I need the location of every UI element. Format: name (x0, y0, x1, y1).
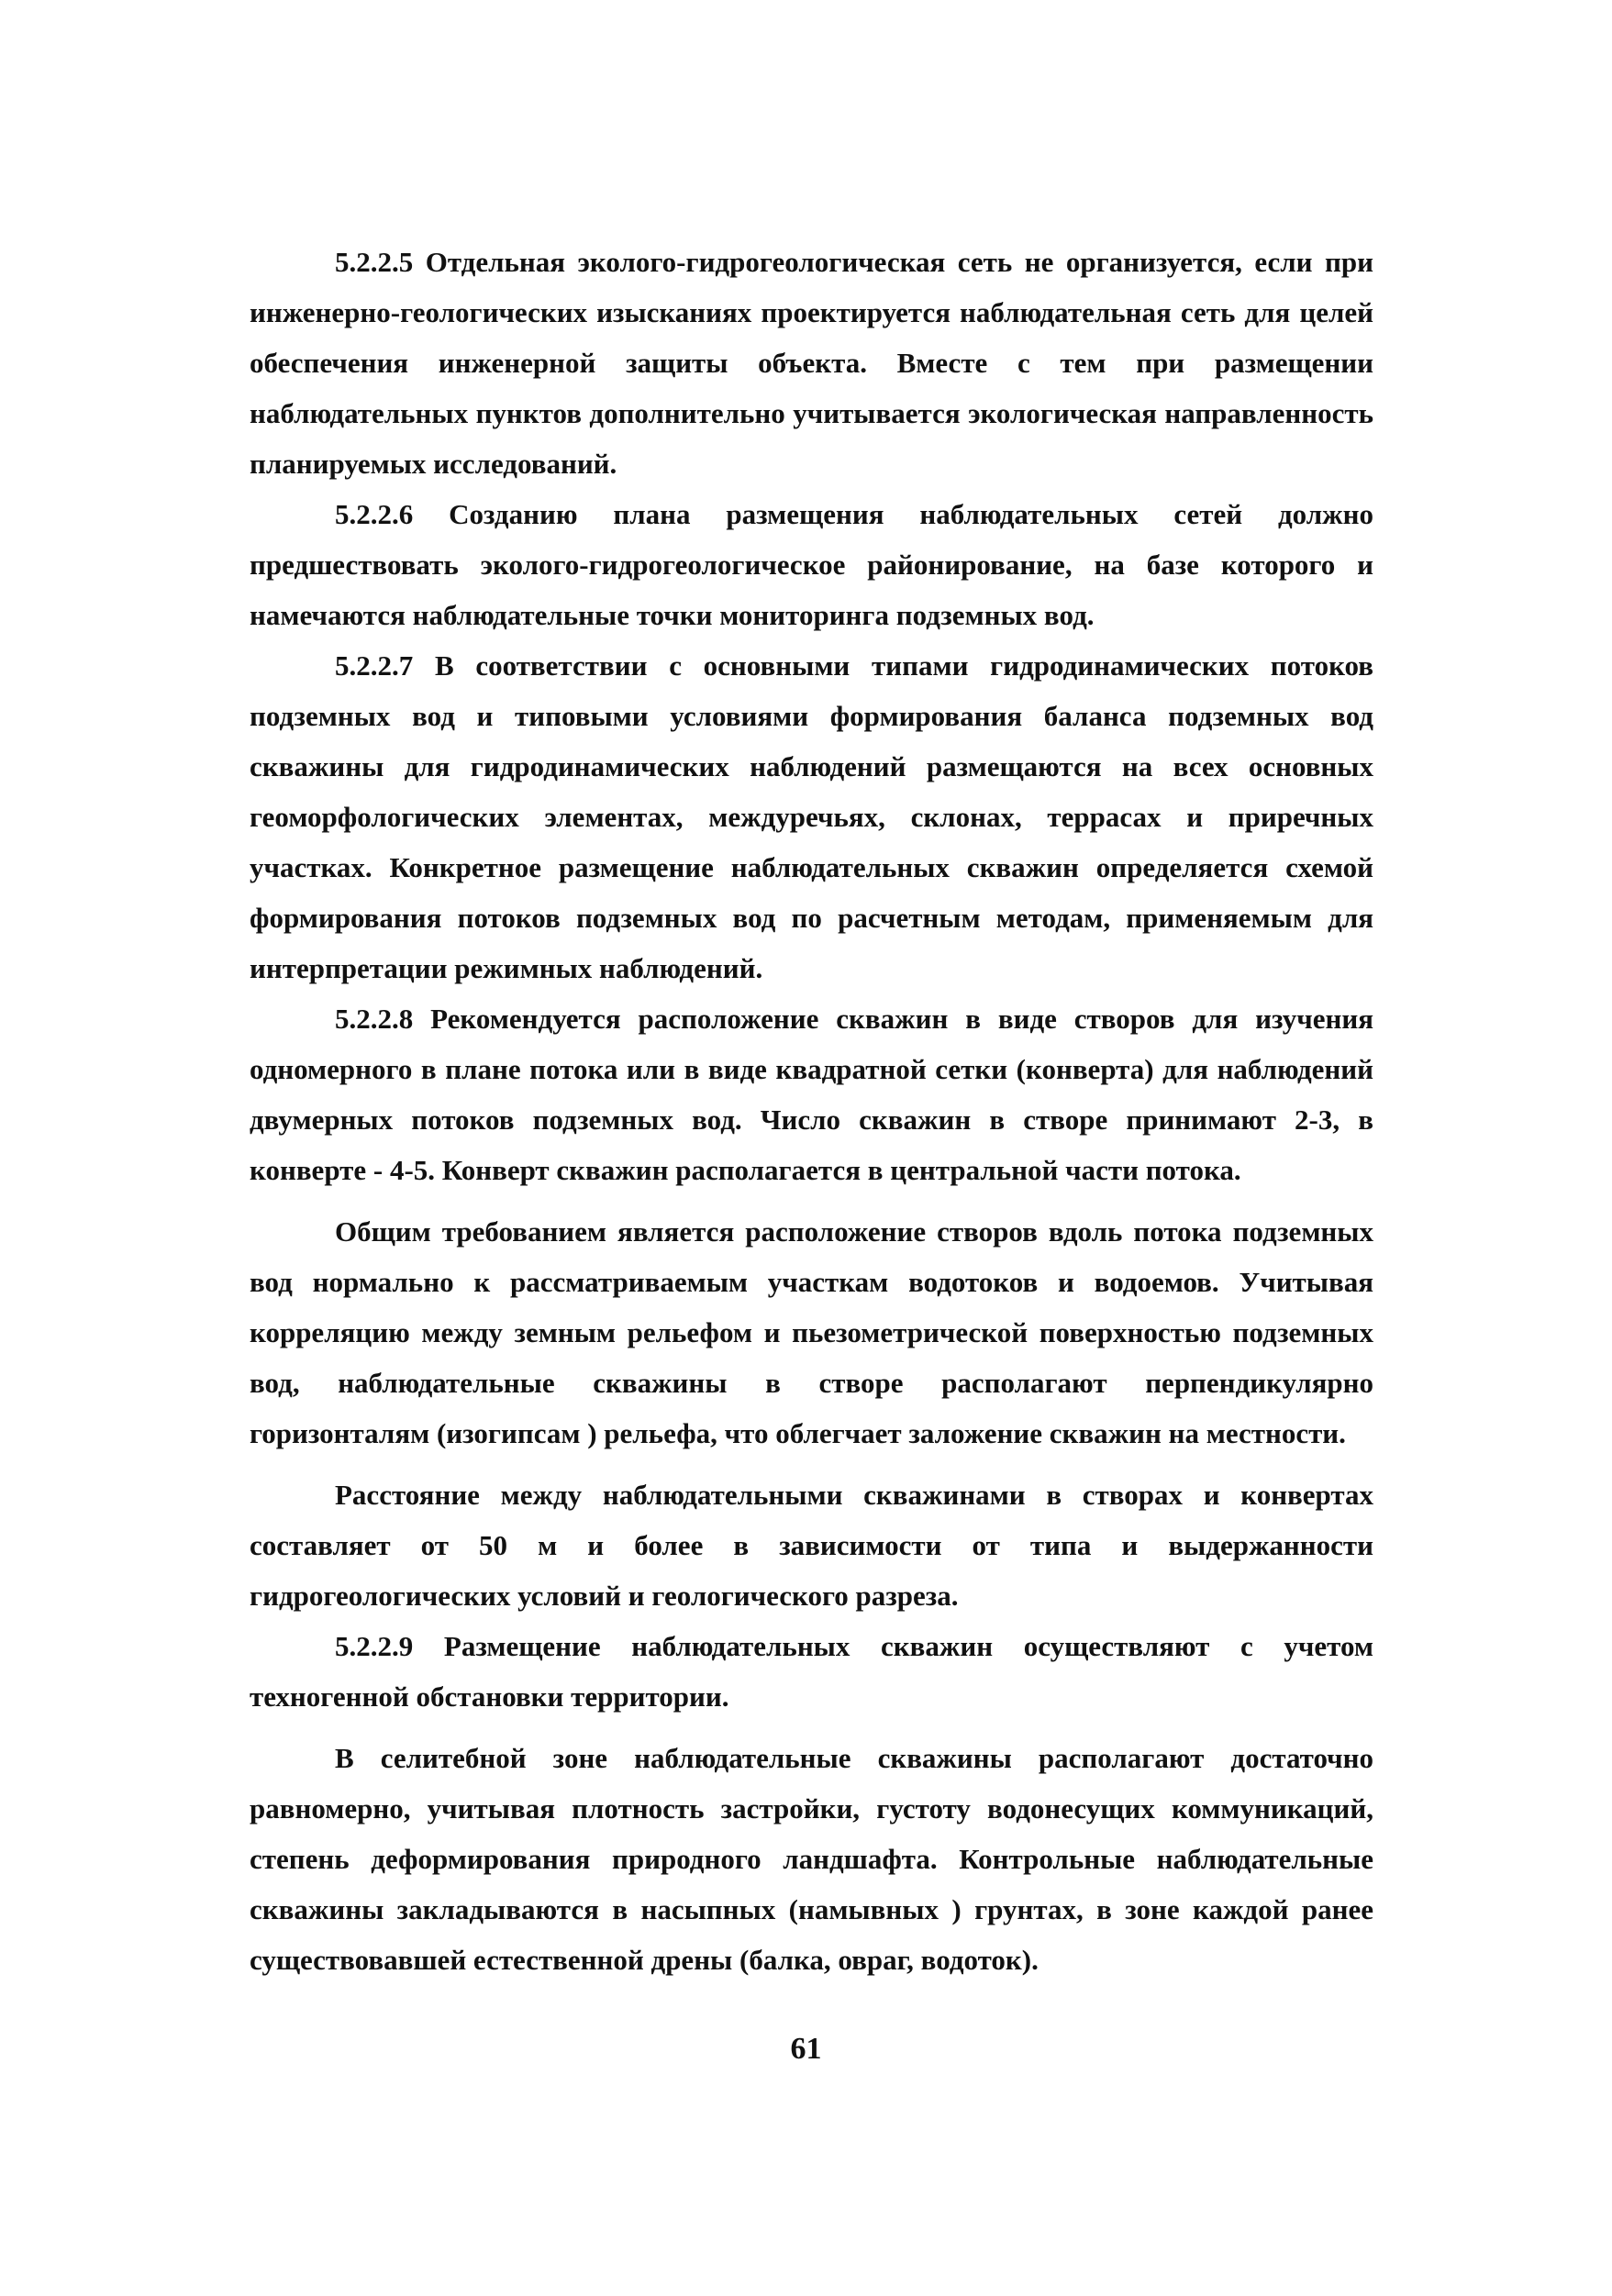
paragraph-5-2-2-6: 5.2.2.6 Созданию плана размещения наблюдательных сетей должно предшествовать эколого-гидрогеологическое районирование, на базе которого и намечаются наблюдательные точки мониторинга подземных вод. (250, 498, 1373, 631)
paragraph-5-2-2-8: 5.2.2.8 Рекомендуется расположение скважин в виде створов для изучения одномерного в плане потока или в виде квадратной сетки (конверта) для наблюдений двумерных потоков подземных вод. Число скважин в створе принимают 2-3, в конверте - 4-5. Конверт скважин располагается в центральной части потока. (250, 1003, 1373, 1186)
paragraph-residential-zone: В селитебной зоне наблюдательные скважины располагают достаточно равномерно, учитывая плотность застройки, густоту водонесущих коммуникаций, степень деформирования природного ландшафта. Контрольные наблюдательные скважины закладываются в насыпных (намывных ) грунтах, в зоне каждой ранее существовавшей естественной дрены (балка, овраг, водоток). (250, 1742, 1373, 1976)
paragraph-general-requirement: Общим требованием является расположение створов вдоль потока подземных вод нормально к рассматриваемым участкам водотоков и водоемов. Учитывая корреляцию между земным рельефом и пьезометрической поверхностью подземных вод, наблюдательные скважины в створе располагают перпендикулярно горизонталям (изогипсам ) рельефа, что облегчает заложение скважин на местности. (250, 1215, 1373, 1449)
body-text (250, 237, 1373, 1985)
paragraph-5-2-2-9: 5.2.2.9 Размещение наблюдательных скважин осуществляют с учетом техногенной обстановки территории. (250, 1630, 1373, 1713)
page-number: 61 (790, 2032, 822, 2066)
paragraph-5-2-2-5: 5.2.2.5 Отдельная эколого-гидрогеологическая сеть не организуется, если при инженерно-геологических изысканиях проектируется наблюдательная сеть для целей обеспечения инженерной защиты объекта. Вместе с тем при размещении наблюдательных пунктов дополнительно учитывается экологическая направленность планируемых исследований. (250, 246, 1373, 480)
paragraph-distance: Расстояние между наблюдательными скважинами в створах и конвертах составляет от 50 м и более в зависимости от типа и выдержанности гидрогеологических условий и геологического разреза. (250, 1479, 1373, 1612)
paragraph-5-2-2-7: 5.2.2.7 В соответствии с основными типами гидродинамических потоков подземных вод и типовыми условиями формирования баланса подземных вод скважины для гидродинамических наблюдений размещаются на всех основных геоморфологических элементах, междуречьях, склонах, террасах и приречных участках. Конкретное размещение наблюдательных скважин определяется схемой формирования потоков подземных вод по расчетным методам, применяемым для интерпретации режимных наблюдений. (250, 649, 1373, 984)
